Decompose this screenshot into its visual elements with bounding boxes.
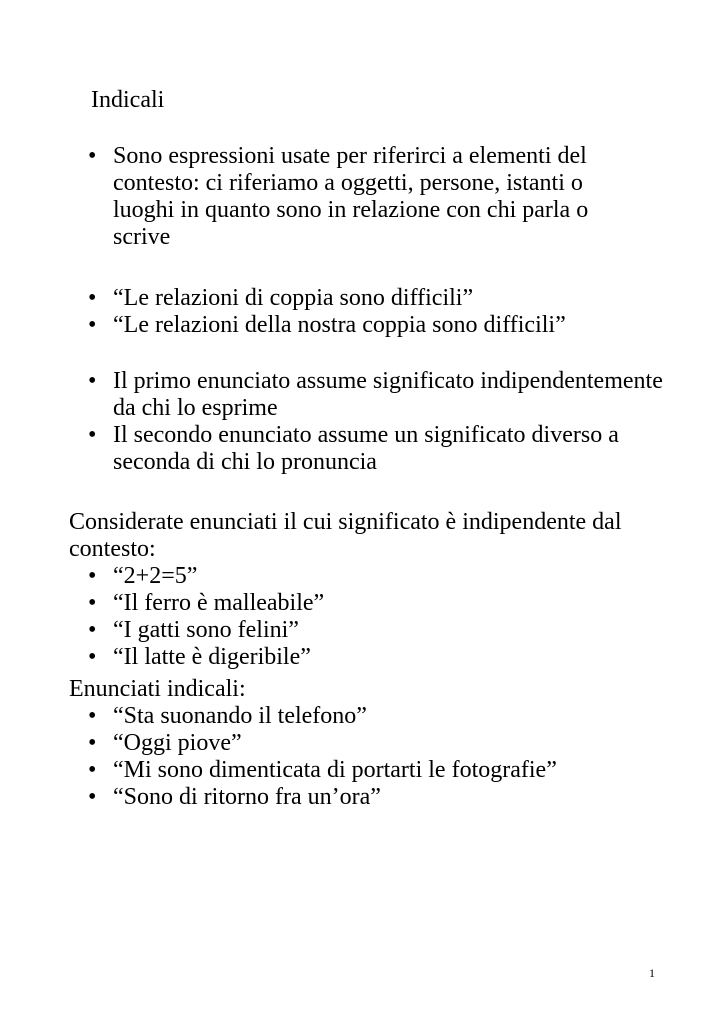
bullet-icon: • [88, 644, 97, 670]
list-item [88, 563, 648, 590]
list-item-text: “Mi sono dimenticata di portarti le fotografie” [113, 757, 557, 783]
bullet-icon: • [88, 730, 97, 756]
list-item [88, 757, 668, 784]
bullet-icon: • [88, 422, 97, 448]
list-item-text: “Il ferro è malleabile” [113, 590, 325, 616]
bullet-icon: • [88, 563, 97, 589]
list-item [88, 285, 648, 312]
list-item-text: “Sono di ritorno fra un’ora” [113, 784, 381, 810]
list-item [88, 312, 648, 339]
list-item-text: “Sta suonando il telefono” [113, 703, 367, 729]
list-item-text: Sono espressioni usate per riferirci a elementi del contesto: ci riferiamo a oggetti, persone, istanti o luoghi in quanto sono in relazione con chi parla o scrive [113, 143, 589, 250]
list-item-text: “Oggi piove” [113, 730, 242, 756]
context-independent-list [88, 563, 648, 671]
page-number: 1 [649, 966, 655, 980]
list-item [88, 703, 668, 730]
list-item-text: “2+2=5” [113, 563, 198, 589]
list-item-text: “Le relazioni della nostra coppia sono difficili” [113, 312, 566, 338]
list-item [88, 730, 668, 757]
bullet-icon: • [88, 312, 97, 338]
list-item-text: “Il latte è digeribile” [113, 644, 311, 670]
list-item [88, 617, 648, 644]
indexical-list [88, 703, 668, 811]
context-independent-intro: Considerate enunciati il cui significato è indipendente dal contesto: [69, 509, 622, 562]
list-item [88, 784, 668, 811]
indexical-intro: Enunciati indicali: [69, 676, 246, 702]
list-item [88, 422, 668, 476]
bullet-icon: • [88, 784, 97, 810]
bullet-icon: • [88, 143, 97, 169]
list-item-text: “Le relazioni di coppia sono difficili” [113, 285, 474, 311]
bullet-icon: • [88, 757, 97, 783]
list-item-text: “I gatti sono felini” [113, 617, 299, 643]
explanation-list [88, 368, 668, 476]
list-item [88, 368, 668, 422]
example-sentences-list [88, 285, 648, 339]
list-item-text: Il primo enunciato assume significato indipendentemente da chi lo esprime [113, 368, 663, 421]
list-item-text: Il secondo enunciato assume un significato diverso a seconda di chi lo pronuncia [113, 422, 619, 475]
definition-list [88, 143, 648, 251]
bullet-icon: • [88, 703, 97, 729]
bullet-icon: • [88, 617, 97, 643]
list-item [88, 644, 648, 671]
page-title: Indicali [91, 87, 165, 113]
bullet-icon: • [88, 368, 97, 394]
list-item [88, 143, 648, 251]
list-item [88, 590, 648, 617]
bullet-icon: • [88, 285, 97, 311]
bullet-icon: • [88, 590, 97, 616]
